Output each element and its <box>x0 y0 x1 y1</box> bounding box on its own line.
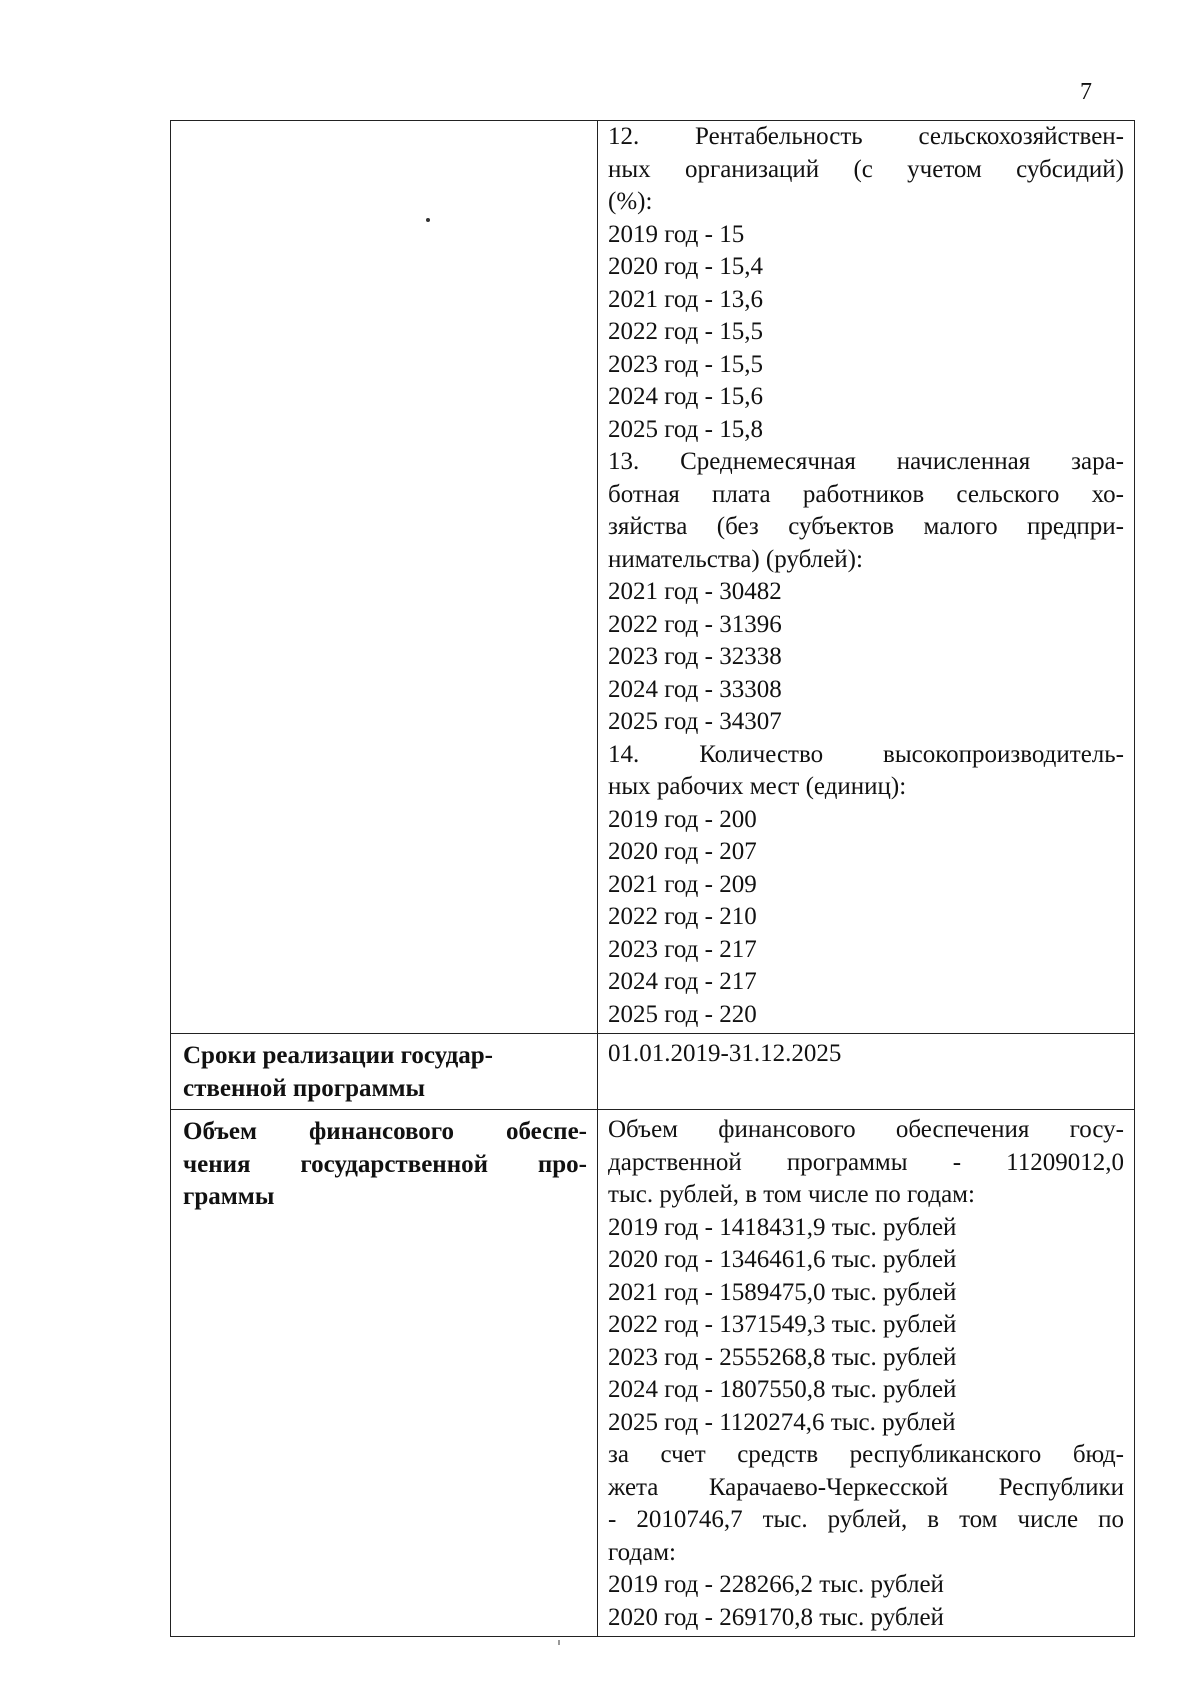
text-line: 13. Среднемесячная начисленная зара- <box>608 448 1124 475</box>
text-line: 2020 год - 207 <box>608 838 757 865</box>
text-line: годам: <box>608 1538 676 1566</box>
stray-scan-mark <box>558 1640 560 1645</box>
text-line: 2019 год - 228266,2 тыс. рублей <box>608 1571 944 1598</box>
text-line: 2023 год - 32338 <box>608 643 782 670</box>
text-line: 2019 год - 200 <box>608 805 757 833</box>
label-line: граммы <box>183 1183 275 1210</box>
text-line: 2021 год - 30482 <box>608 578 782 605</box>
label-cell-empty <box>171 121 598 1034</box>
text-line: 2021 год - 209 <box>608 870 757 898</box>
value-cell-terms <box>598 1034 1135 1110</box>
table-row-funding <box>171 1110 1135 1637</box>
label-cell-funding <box>171 1110 598 1637</box>
text-line: 2024 год - 217 <box>608 968 757 995</box>
table-row-indicators <box>171 121 1135 1034</box>
text-line: нимательства) (рублей): <box>608 545 863 573</box>
text-line: за счет средств республиканского бюд- <box>608 1441 1124 1468</box>
label-line: чения государственной про- <box>183 1150 587 1178</box>
text-line: 2023 год - 15,5 <box>608 350 763 378</box>
text-line: 2024 год - 33308 <box>608 675 782 703</box>
text-line: 2022 год - 1371549,3 тыс. рублей <box>608 1311 957 1338</box>
text-line: - 2010746,7 тыс. рублей, в том числе по <box>608 1506 1124 1533</box>
text-line: 2023 год - 217 <box>608 935 757 963</box>
text-line: ных организаций (с учетом субсидий) <box>608 155 1124 183</box>
label-cell-terms <box>171 1034 598 1110</box>
text-line: 2022 год - 15,5 <box>608 318 763 345</box>
program-passport-table <box>170 120 1135 1637</box>
text-line: 2023 год - 2555268,8 тыс. рублей <box>608 1343 957 1371</box>
text-line: зяйства (без субъектов малого предпри- <box>608 513 1124 540</box>
text-line: 2024 год - 1807550,8 тыс. рублей <box>608 1376 957 1403</box>
text-line: 2021 год - 13,6 <box>608 285 763 313</box>
text-line: 2025 год - 15,8 <box>608 415 763 443</box>
text-line: 2022 год - 210 <box>608 903 757 930</box>
text-line: 2021 год - 1589475,0 тыс. рублей <box>608 1278 957 1306</box>
text-line: тыс. рублей, в том числе по годам: <box>608 1181 975 1208</box>
text-line: 2024 год - 15,6 <box>608 383 763 410</box>
text-line: 2019 год - 1418431,9 тыс. рублей <box>608 1213 957 1241</box>
table-row-terms <box>171 1034 1135 1110</box>
text-line: 2022 год - 31396 <box>608 610 782 638</box>
text-line: дарственной программы - 11209012,0 <box>608 1148 1124 1176</box>
page-number: 7 <box>1080 79 1092 105</box>
value-cell-indicators <box>598 121 1135 1034</box>
text-line: жета Карачаево-Черкесской Республики <box>608 1473 1124 1501</box>
text-line: 14. Количество высокопроизводитель- <box>608 740 1124 768</box>
text-line: 2025 год - 220 <box>608 1000 757 1028</box>
text-line: 2020 год - 269170,8 тыс. рублей <box>608 1603 944 1631</box>
value-cell-funding <box>598 1110 1135 1637</box>
text-line: 2025 год - 1120274,6 тыс. рублей <box>608 1408 956 1436</box>
label-line: Объем финансового обеспе- <box>183 1118 587 1145</box>
text-line: 12. Рентабельность сельскохозяйствен- <box>608 123 1124 150</box>
text-line: 2025 год - 34307 <box>608 708 782 735</box>
label-line: ственной программы <box>183 1074 426 1102</box>
text-line: ных рабочих мест (единиц): <box>608 773 907 800</box>
text-line: 2019 год - 15 <box>608 220 745 248</box>
terms-value: 01.01.2019-31.12.2025 <box>608 1040 842 1067</box>
text-line: ботная плата работников сельского хо- <box>608 480 1124 508</box>
text-line: (%): <box>608 188 653 215</box>
text-line: 2020 год - 1346461,6 тыс. рублей <box>608 1246 957 1273</box>
text-line: Объем финансового обеспечения госу- <box>608 1116 1124 1143</box>
label-line: Сроки реализации государ- <box>183 1042 493 1069</box>
text-line: 2020 год - 15,4 <box>608 253 763 280</box>
